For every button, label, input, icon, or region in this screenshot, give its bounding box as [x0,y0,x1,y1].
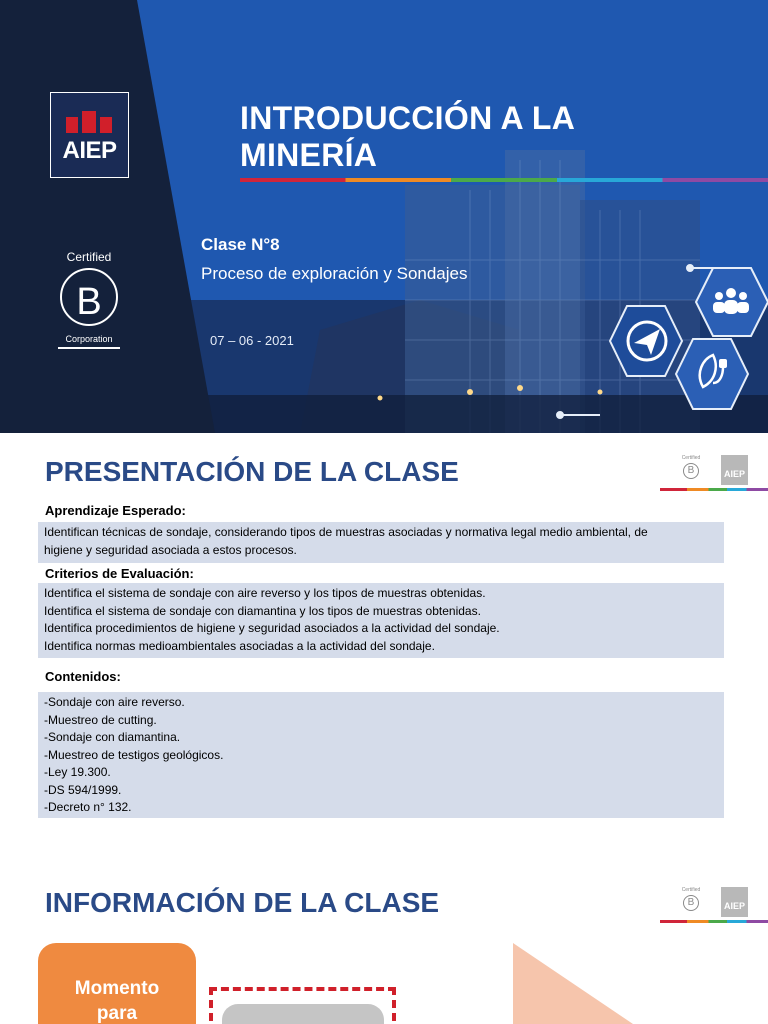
criterio-item: Identifica el sistema de sondaje con aire reverso y los tipos de muestras obtenidas. [44,586,486,600]
aiep-logo [50,92,129,178]
aprendizaje-line: Identifican técnicas de sondaje, considerando tipos de muestras asociadas y normativa legal medio ambiental, de [44,525,648,539]
aiep-small-logo: AIEP [721,455,748,485]
multicolor-rule [660,488,768,491]
course-title [240,100,640,174]
aprendizaje-line: higiene y seguridad asociada a estos procesos. [44,542,297,557]
contenido-item: -DS 594/1999. [44,782,122,797]
class-date: 07 – 06 - 2021 [210,333,294,348]
aiep-small-logo: AIEP [721,887,748,917]
information-slide [0,833,768,1024]
corner-logos [660,453,768,493]
gray-shape [222,1004,384,1024]
contenido-item: -Muestreo de cutting. [44,712,157,727]
criterio-item: Identifica el sistema de sondaje con diamantina y los tipos de muestras obtenidas. [44,603,481,618]
logo-bars-icon [66,111,114,133]
criterio-item: Identifica normas medioambientales asociadas a la actividad del sondaje. [44,638,435,653]
contenido-item: -Ley 19.300. [44,765,111,779]
slide-heading: INFORMACIÓN DE LA CLASE [45,887,440,918]
title-slide [0,0,768,433]
bcorp-letter: B [76,281,102,323]
moment-line-2: para [96,1003,138,1024]
contenido-item: -Sondaje con aire reverso. [44,695,185,709]
multicolor-rule [660,920,768,923]
users-icon [696,268,768,336]
moment-line-1: Momento [74,978,160,999]
hexagon-icons-graphic [555,255,768,433]
course-title-line-1: INTRODUCCIÓN A LA [240,100,576,136]
b-corp-badge [58,250,120,349]
multicolor-rule [240,178,768,182]
class-topic: Proceso de exploración y Sondajes [201,264,468,283]
bcorp-small-icon: Certified B [680,887,702,911]
class-number: Clase N°8 [201,235,280,254]
aprendizaje-box [38,522,724,563]
slide-heading: PRESENTACIÓN DE LA CLASE [45,456,459,487]
corner-logos [660,885,768,925]
criterios-label: Criterios de Evaluación: [45,566,194,581]
bcorp-top-text: Certified [66,250,112,264]
compass-icon [610,306,682,376]
contenido-item: -Sondaje con diamantina. [44,730,181,744]
contenidos-label: Contenidos: [45,669,121,684]
contenidos-box [38,692,724,818]
eco-energy-icon [676,339,748,409]
course-title-line-2: MINERÍA [240,137,378,173]
bcorp-bottom-text: Corporation [58,334,120,349]
bcorp-small-icon: Certified B [680,455,702,479]
contenido-item: -Muestreo de testigos geológicos. [44,747,224,762]
decorative-triangle [513,943,633,1024]
logo-text: AIEP [62,137,117,164]
contenido-item: -Decreto n° 132. [44,800,132,814]
criterios-box [38,583,724,658]
aprendizaje-label: Aprendizaje Esperado: [45,503,186,518]
criterio-item: Identifica procedimientos de higiene y seguridad asociados a la actividad del sondaje. [44,621,500,635]
moment-card [38,943,196,1024]
presentation-slide [0,433,768,833]
